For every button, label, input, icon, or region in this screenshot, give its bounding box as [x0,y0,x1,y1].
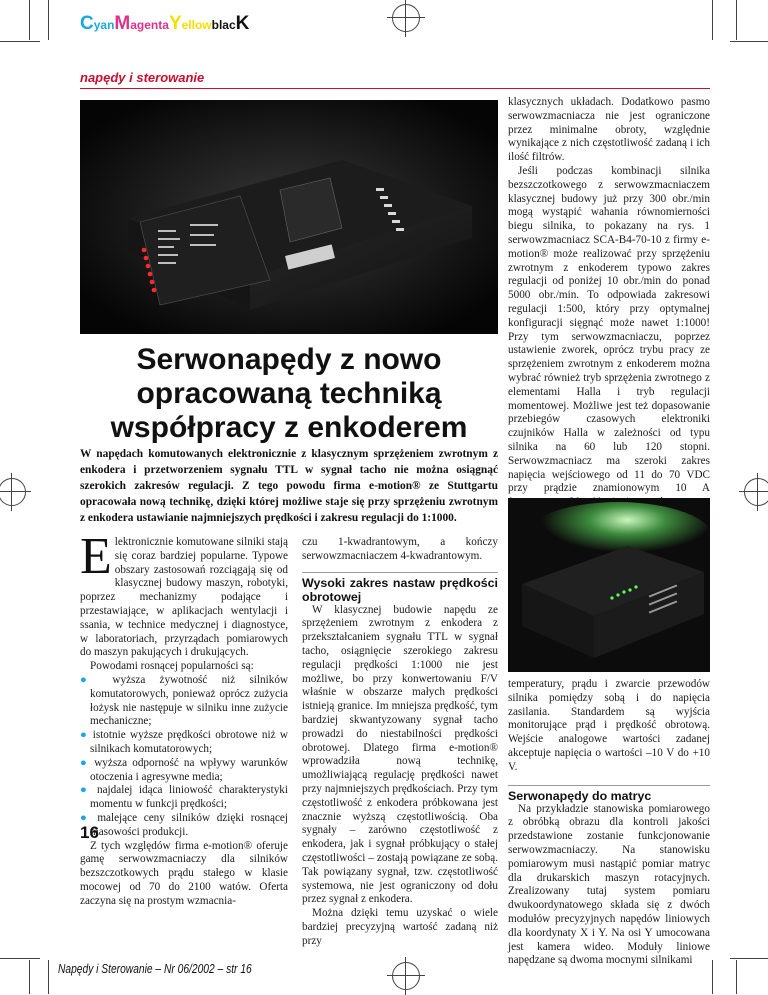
color-bar-m: M [114,13,131,34]
list-item [80,757,288,785]
list-item-text: istotnie wyższe prędkości obrotowe niż w silnikach komutatorowych; [90,729,288,755]
intro-paragraph [80,528,288,660]
heading-rule [508,785,710,786]
section-label: napędy i sterowanie [80,70,205,85]
lead-paragraph: W napędach komutowanych elektronicznie z klasycznym sprzężeniem zwrotnym z enkodera i przetworzeniem sygnału TTL w sygnał tacho nie można osiągnąć szerokich zakresów regulacji. Z tego powodu firma e-motion® ze Stuttgartu opracowała nową technikę, dzięki której możliwe staje się przy sprzężeniu zwrotnym z enkodera ustawianie najmniejszych prędkości i zakresu regulacji do 1:1000. [80,448,498,524]
color-bar-magenta: agenta [130,18,169,32]
paragraph: W klasycznej budowie napędu ze sprzężeniem zwrotnym z enkodera z przekształcaniem sygnału TTL w sygnał tacho, osiągnięcie szerokiego zakresu regulacji prędkości 1:1000 nie jest możliwe, bo przy konwertowaniu F/V właśnie w obszarze małych prędkości istnieją granice. Im mniejsza prędkość, tym bardziej skwantyzowany sygnał tacho prowadzi do niestabilności prędkości obrotowej. Dlatego firma e-motion® wprowadziła nową technikę, umożliwiającą regulację prędkości nawet przy najmniejszych prędkościach. Przy tym częstotliwość z enkodera próbkowana jest znacznie wyższą częstotliwością. Oba sygnały – zarówno częstotliwość z enkodera, jak i sygnał próbkujący o stałej częstotliwości – zostają powiązane ze sobą. Tak powiązany sygnał, tzw. częstotliwość systemowa, nie jest ograniczony od dołu przez sygnał z enkodera. [302,603,498,906]
list-item-text: wyższa żywotność niż silników komutatorowych, ponieważ oprócz zużycia łożysk nie następuje w silniku inne zużycie mechaniczne; [90,673,288,728]
list-item [80,812,288,840]
servo-amplifier-image-2 [508,498,710,672]
paragraph: Z tych względów firma e-motion® oferuje gamę serwowzmacniaczy dla silników bezszczotkowych prądu stałego w klasie mocowej od 70 do 2100 watów. Oferta zaczyna się na prostym wzmacnia- [80,839,288,907]
crop-mark [0,41,40,42]
crop-mark [29,0,30,40]
crop-mark [736,0,737,40]
text-column-3-bottom [508,678,710,968]
bullet-icon: ● [80,811,91,824]
color-bar-cyan: yan [93,18,115,32]
list-item [80,784,288,812]
color-bar-k: K [235,13,250,34]
list-item [80,674,288,729]
paragraph: temperatury, prądu i zwarcie przewodów silnika pomiędzy sobą i do napięcia zasilania. Standardem są wyjścia monitorujące prąd i prędkość obrotową. Wejście analogowe wartości zadanej akceptuje napięcia o wartości –10 V do +10 V. [508,678,710,773]
servo-amplifier-image [80,100,498,334]
list-item-text: malejące ceny silników dzięki rosnącej masowości produkcji. [90,811,289,838]
text-column-2 [302,536,498,949]
color-bar-c: C [80,13,94,34]
color-bar-black: blac [211,18,236,32]
section-heading: Serwonapędy do matryc [508,788,652,803]
paragraph: Można dzięki temu uzyskać o wiele bardziej precyzyjną wartość zadaną niż przy [302,907,498,947]
crop-mark [712,960,713,994]
text-column-1 [80,528,289,909]
paragraph: Na przykładzie stanowiska pomiarowego z obróbką obrazu dla kontroli jakości przedstawione zostanie funkcjonowanie serwowzmacniaczy. Na stanowisku pomiarowym musi nastąpić pomiar matryc dla drukarskich maszyn rotacyjnych. Zrealizowany tutaj system pomiaru dwukoordynatowego składa się z dwóch modułów precyzyjnych napędów liniowych dla koordynaty X i Y. Na osi Y umocowana jest kamera wideo. Moduły liniowe napędzane są dwoma mocnymi silnikami [508,802,710,967]
product-photo-2 [508,498,710,672]
paragraph: Jeśli podczas kombinacji silnika bezszczotkowego z serwowzmacniaczem klasycznej budowy już przy 300 obr./min mogą wystąpić wahania równomierności biegu silnika, to pokazany na rys. 1 serwowzmacniacz SCA-B4-70-10 z firmy e-motion® może realizować przy sprzężeniu zwrotnym z enkoderem typowo zakres regulacji od poniżej 10 obr./min do ponad 5000 obr./min. To odpowiada zakresowi regulacji 1:500, który przy optymalnej konfiguracji sięgnąć może nawet 1:1000! Przy tym serwowzmacniaczu, poprzez ustawienie zworek, oprócz trybu pracy ze sprzężeniem zwrotnym z enkoderem można wybrać również tryb sprzężenia zwrotnego z elementami Halla i tryb regulacji momentowej. Możliwe jest też dopasowanie przebiegów czasowych elektroniki czujników Halla w zależności od typu silnika na 60 lub 120 stopni. Serwowzmacniacz ma szeroki zakres napięcia wejściowego od 11 do 70 VDC przy prądzie znamionowym 10 A [508,164,710,495]
list-item-text: wyższa odporność na wpływy warunków otoczenia i agresywne media; [90,756,288,783]
registration-mark [744,478,768,506]
bullet-icon: ● [80,756,90,769]
crop-mark [48,960,49,994]
crop-mark [48,0,49,40]
section-heading: Wysoki zakres nastaw prędkości obrotowej [302,575,498,604]
registration-mark [392,962,420,990]
paragraph: czu 1-kwadrantowym, a kończy serwowzmacniaczem 4-kwadrantowym. [302,536,498,562]
title-line: współpracy z enkoderem [110,411,468,444]
drop-cap: E [80,528,112,585]
paragraph: klasycznych układach. Dodatkowo pasmo serwowzmacniacza nie jest ograniczone przez minimalne obroty, względnie wynikające z nich częstotliwość zadaną i ich ilość filtrów. [508,96,710,164]
crop-mark [0,958,40,959]
crop-mark [712,0,713,40]
title-line: opracowaną techniką [136,377,442,410]
registration-mark [392,4,420,32]
footer: Napędy i Sterowanie – Nr 06/2002 – str 16 [58,962,252,976]
crop-mark [730,958,768,959]
list-item-text: najdalej idąca liniowość charakterystyki momentu w funkcji prędkości; [90,784,289,811]
paragraph: Powodami rosnącej popularności są: [90,660,254,673]
intro-text: lektronicznie komutowane silniki stają się coraz bardziej popularne. Typowe obszary zastosowań rozciągają się od klasycznej budowy maszyn, robotyki, poprzez mechanizmy podające i przestawiające, w aplikacjach wentylacji i ssania, w technice medycznej i diagnostyce, w laboratoriach, przyrządach pomiarowych do maszyn pakujących i drukujących. [80,536,288,659]
section-rule [80,88,710,89]
color-bar-yellow: ellow [181,18,212,32]
crop-mark [29,960,30,994]
crop-mark [736,960,737,994]
list-item [80,729,288,757]
crop-mark [730,41,768,42]
article-title [80,343,498,445]
page-number: 16 [80,823,99,842]
color-bar-y: Y [168,13,182,34]
bullet-icon: ● [80,729,89,742]
bullet-icon: ● [80,673,99,686]
bullet-icon: ● [80,784,91,797]
title-line: Serwonapędy z nowo [136,343,442,376]
text-column-3-top [508,96,710,524]
heading-rule [302,572,498,573]
product-photo [80,100,498,334]
registration-mark [0,478,26,506]
color-bar [80,13,249,35]
